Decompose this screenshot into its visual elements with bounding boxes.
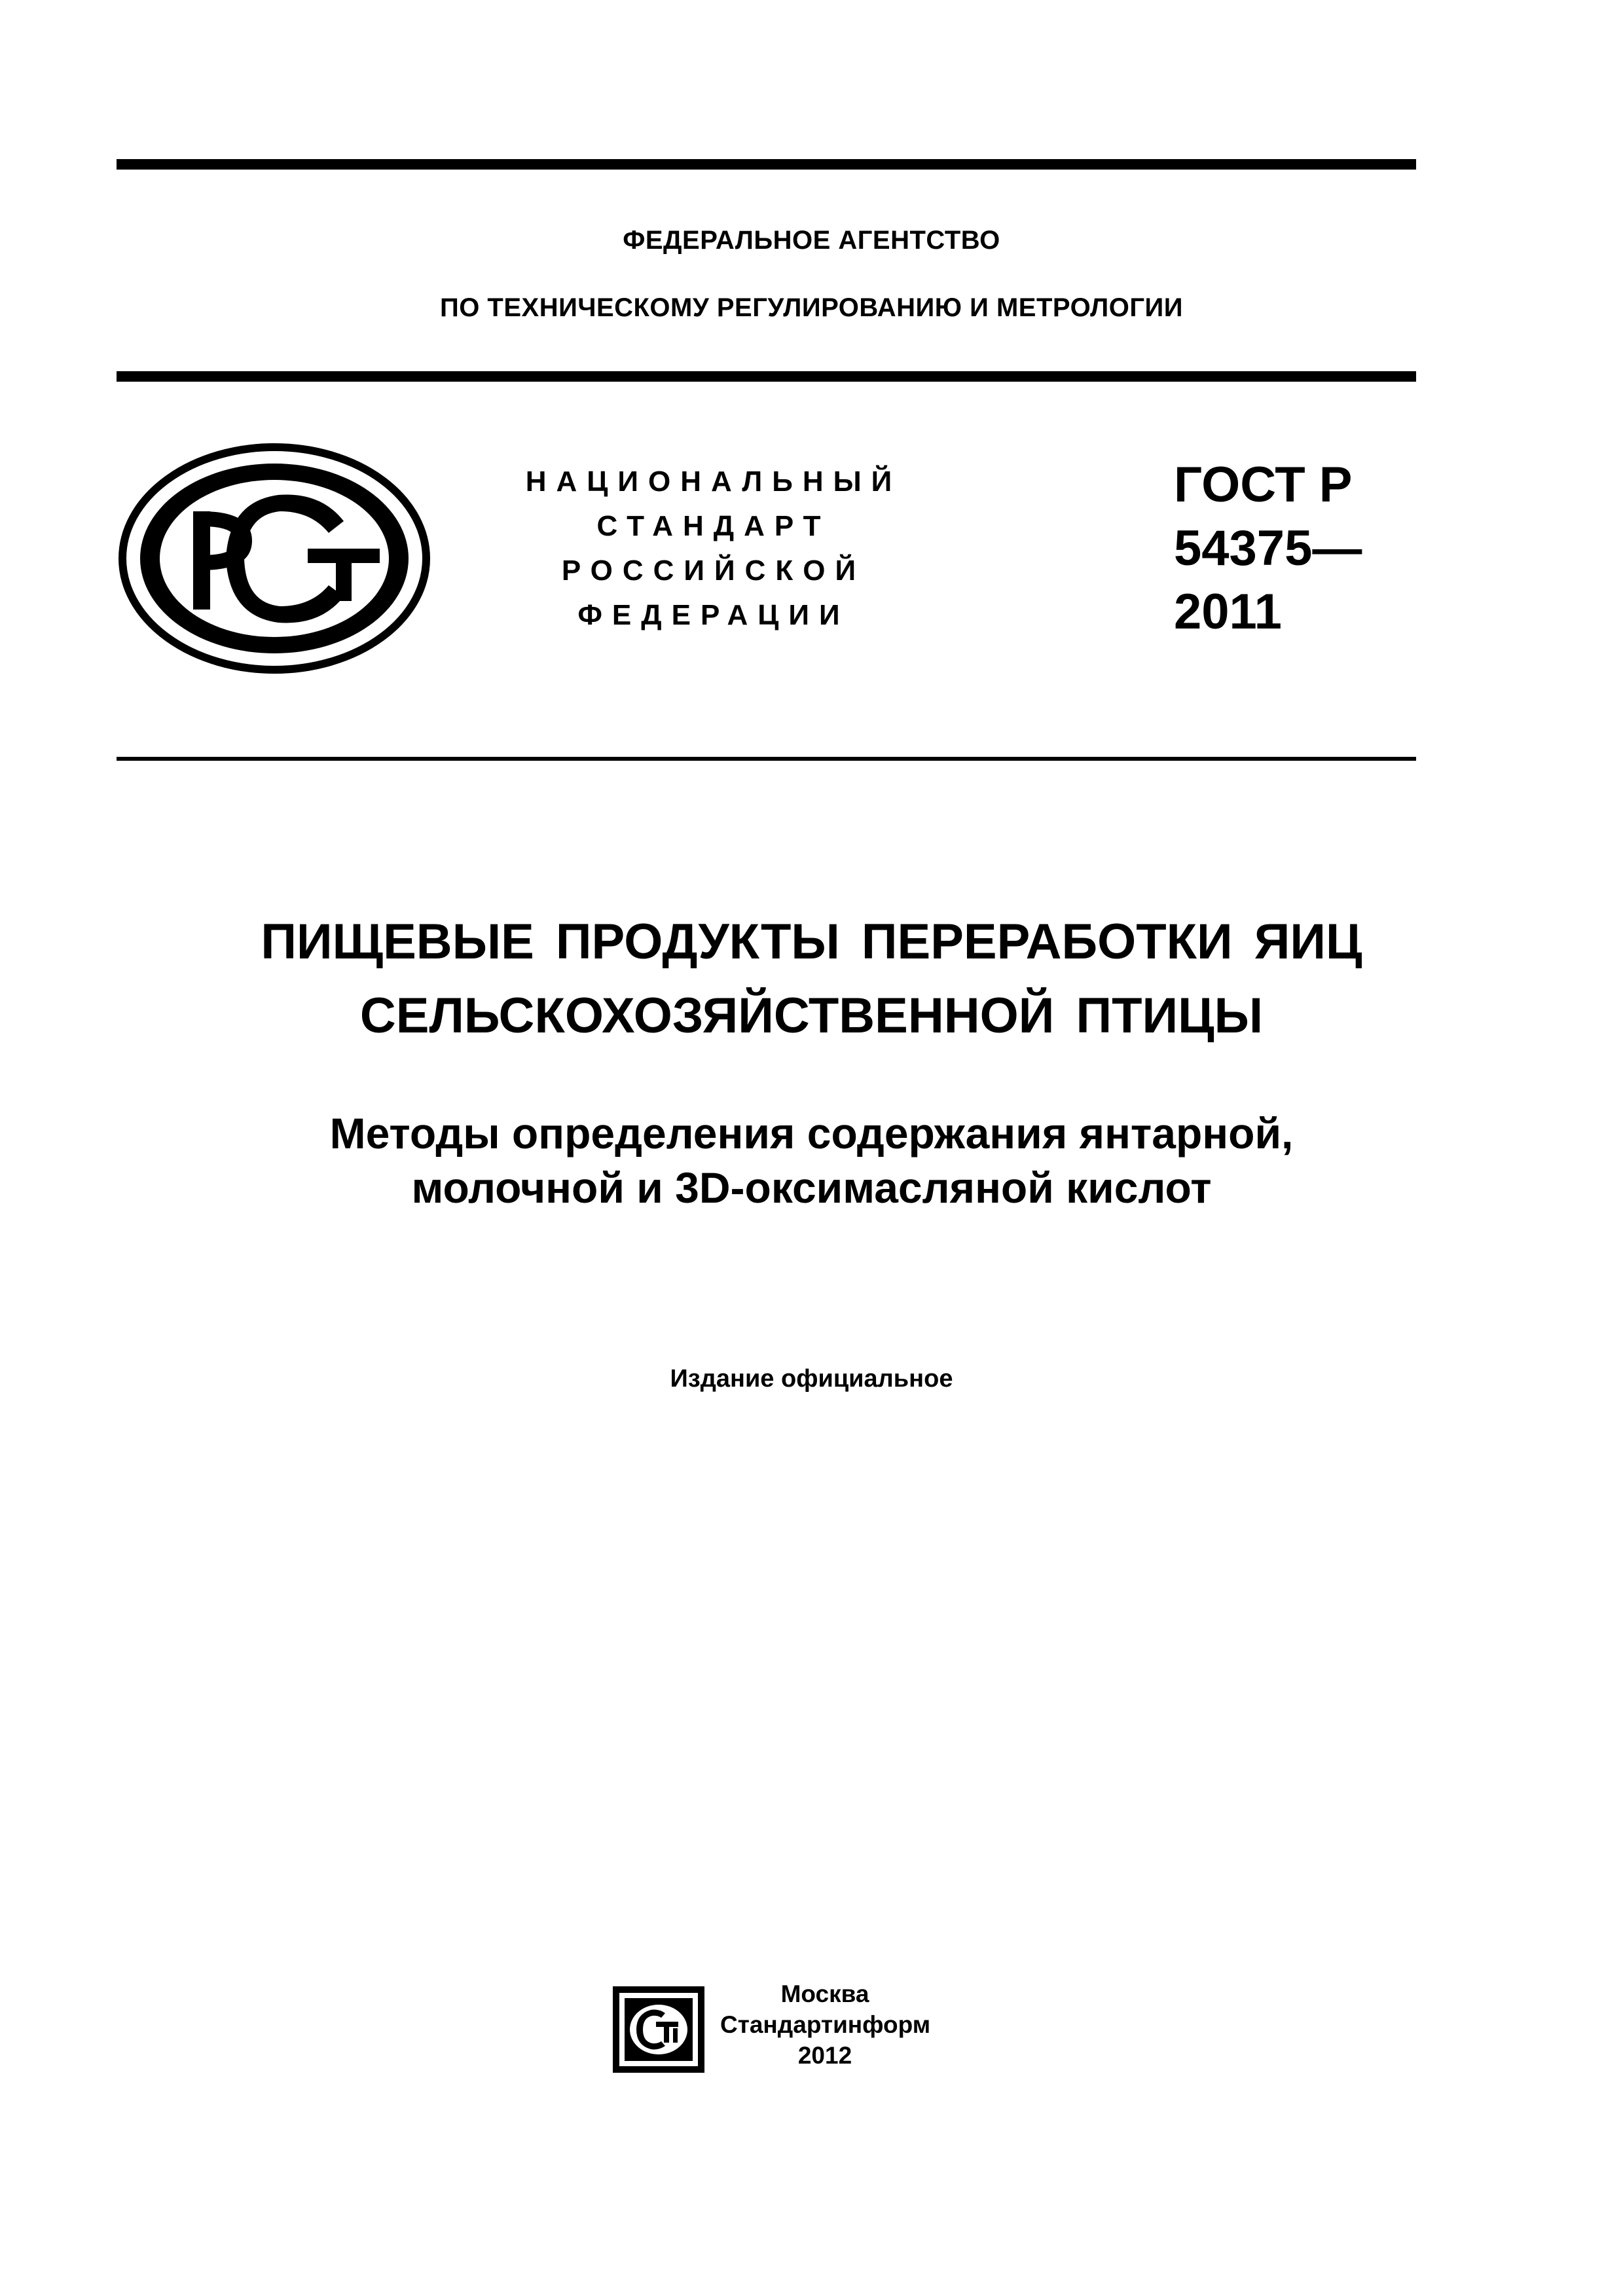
national-standard-line-1: НАЦИОНАЛЬНЫЙ xyxy=(525,465,902,498)
national-standard-line-2: СТАНДАРТ xyxy=(596,510,831,542)
publisher-city: Москва xyxy=(780,1980,869,2007)
edition-note: Издание официальное xyxy=(670,1365,953,1393)
national-standard-line-4: ФЕДЕРАЦИИ xyxy=(577,599,850,631)
publication-year: 2012 xyxy=(797,2042,852,2069)
publisher-name: Стандартинформ xyxy=(720,2011,931,2038)
national-standard-label xyxy=(498,460,930,638)
designation-line-2: 54375— xyxy=(1174,520,1362,576)
agency-name-line-2: ПО ТЕХНИЧЕСКОМУ РЕГУЛИРОВАНИЮ И МЕТРОЛОГИИ xyxy=(439,293,1184,322)
designation-bottom-rule xyxy=(117,757,1416,761)
standard-designation xyxy=(1174,453,1362,644)
subtitle-line-1: Методы определения содержания янтарной, xyxy=(329,1109,1294,1157)
rst-certification-seal-icon xyxy=(118,443,431,675)
agency-name-line-1: ФЕДЕРАЛЬНОЕ АГЕНТСТВО xyxy=(623,226,1000,255)
title-line-2: СЕЛЬСКОХОЗЯЙСТВЕННОЙ ПТИЦЫ xyxy=(359,988,1264,1044)
subtitle-line-2: молочной и 3D-оксимасляной кислот xyxy=(411,1163,1212,1212)
top-thick-rule xyxy=(117,159,1416,170)
document-subtitle xyxy=(0,1106,1623,1215)
designation-line-1: ГОСТ Р xyxy=(1174,457,1353,513)
publisher-imprint xyxy=(720,1978,930,2071)
national-standard-line-3: РОССИЙСКОЙ xyxy=(561,555,866,587)
document-title xyxy=(0,905,1623,1053)
standartinform-logo-icon xyxy=(610,1984,707,2075)
designation-line-3: 2011 xyxy=(1174,584,1282,640)
header-bottom-rule xyxy=(117,371,1416,382)
title-line-1: ПИЩЕВЫЕ ПРОДУКТЫ ПЕРЕРАБОТКИ ЯИЦ xyxy=(261,914,1362,970)
